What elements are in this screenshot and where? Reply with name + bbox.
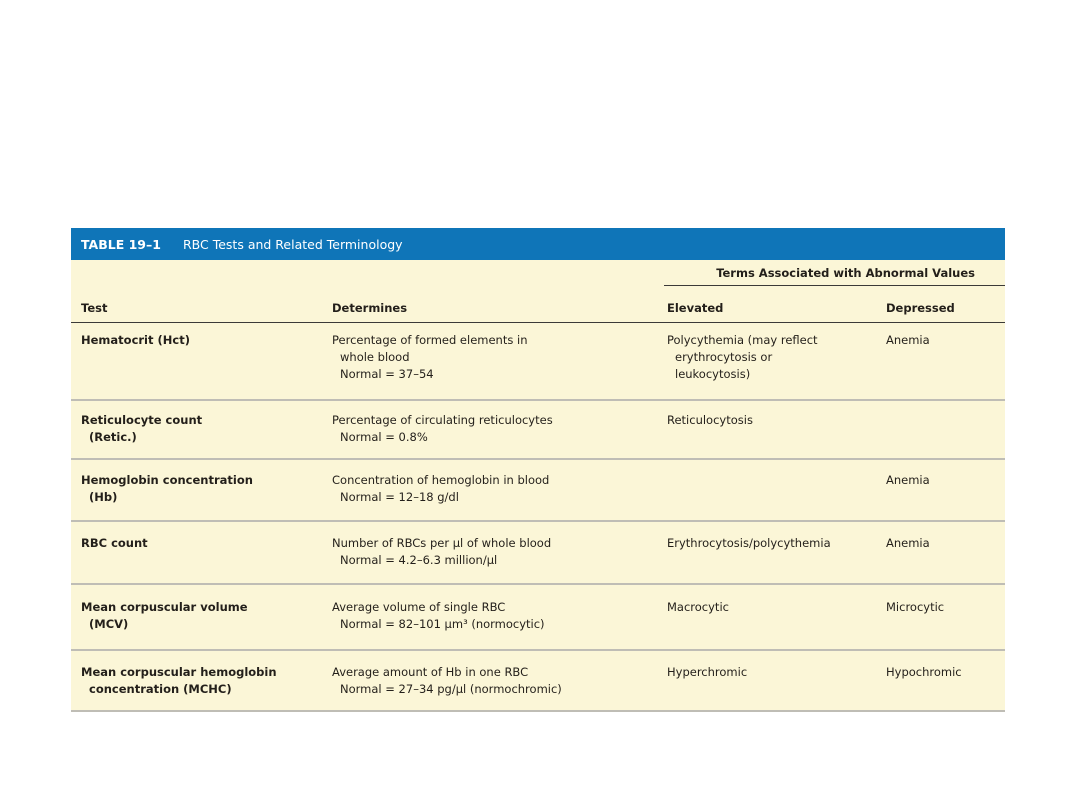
determines-text: Percentage of formed elements in	[332, 333, 528, 347]
determines-text: Percentage of circulating reticulocytes	[332, 413, 553, 427]
cell-elevated	[667, 664, 867, 681]
elevated-term: Erythrocytosis/polycythemia	[667, 536, 831, 550]
table-title: RBC Tests and Related Terminology	[182, 236, 403, 252]
table-title-bar	[71, 228, 1005, 260]
cell-determines	[332, 535, 652, 569]
normal-range: Normal = 27–34 pg/µl (normochromic)	[340, 682, 562, 696]
header-depressed: Depressed	[886, 301, 955, 315]
table-row	[71, 472, 1005, 522]
table-row	[71, 599, 1005, 651]
header-elevated: Elevated	[667, 301, 724, 315]
cell-test	[81, 472, 311, 506]
normal-range: Normal = 12–18 g/dl	[340, 490, 459, 504]
cell-test	[81, 332, 311, 349]
determines-text: Average amount of Hb in one RBC	[332, 665, 529, 679]
cell-test	[81, 535, 311, 552]
elevated-term: Macrocytic	[667, 600, 729, 614]
determines-text: Number of RBCs per µl of whole blood	[332, 536, 552, 550]
cell-determines	[332, 599, 652, 633]
cell-determines	[332, 412, 652, 446]
test-abbreviation: concentration (MCHC)	[89, 682, 232, 696]
table-row	[71, 664, 1005, 712]
table-row	[71, 412, 1005, 460]
test-name: Reticulocyte count	[81, 413, 203, 427]
test-abbreviation: (Retic.)	[89, 430, 137, 444]
cell-elevated	[667, 535, 867, 552]
determines-text: whole blood	[340, 350, 410, 364]
normal-range: Normal = 82–101 µm³ (normocytic)	[340, 617, 545, 631]
elevated-term: Polycythemia (may reflect	[667, 333, 818, 347]
cell-depressed: Anemia	[886, 536, 930, 550]
elevated-term: Reticulocytosis	[667, 413, 753, 427]
cell-test	[81, 412, 311, 446]
cell-depressed: Microcytic	[886, 600, 945, 614]
test-name: Mean corpuscular hemoglobin	[81, 665, 277, 679]
cell-depressed: Anemia	[886, 333, 930, 347]
determines-text: Average volume of single RBC	[332, 600, 506, 614]
cell-determines	[332, 472, 652, 506]
test-name: Mean corpuscular volume	[81, 600, 248, 614]
test-name: RBC count	[81, 536, 148, 550]
cell-test	[81, 599, 311, 633]
cell-depressed: Anemia	[886, 473, 930, 487]
cell-determines	[332, 332, 652, 383]
normal-range: Normal = 37–54	[340, 367, 434, 381]
test-name: Hemoglobin concentration	[81, 473, 253, 487]
normal-range: Normal = 0.8%	[340, 430, 428, 444]
abnormal-values-group-header: Terms Associated with Abnormal Values	[664, 260, 1005, 286]
table-row	[71, 332, 1005, 401]
cell-elevated	[667, 412, 867, 429]
test-name: Hematocrit (Hct)	[81, 333, 190, 347]
header-determines: Determines	[332, 301, 408, 315]
rbc-tests-table	[71, 228, 1005, 710]
elevated-term: leukocytosis)	[675, 367, 751, 381]
column-headers	[71, 288, 1005, 323]
header-test: Test	[81, 301, 108, 315]
test-abbreviation: (MCV)	[89, 617, 129, 631]
table-row	[71, 535, 1005, 585]
cell-elevated	[667, 599, 867, 616]
cell-elevated	[667, 332, 867, 383]
elevated-term: Hyperchromic	[667, 665, 748, 679]
table-label: TABLE 19–1	[81, 236, 161, 252]
cell-depressed: Hypochromic	[886, 665, 962, 679]
elevated-term: erythrocytosis or	[675, 350, 773, 364]
determines-text: Concentration of hemoglobin in blood	[332, 473, 550, 487]
cell-test	[81, 664, 311, 698]
normal-range: Normal = 4.2–6.3 million/µl	[340, 553, 498, 567]
test-abbreviation: (Hb)	[89, 490, 118, 504]
cell-determines	[332, 664, 652, 698]
